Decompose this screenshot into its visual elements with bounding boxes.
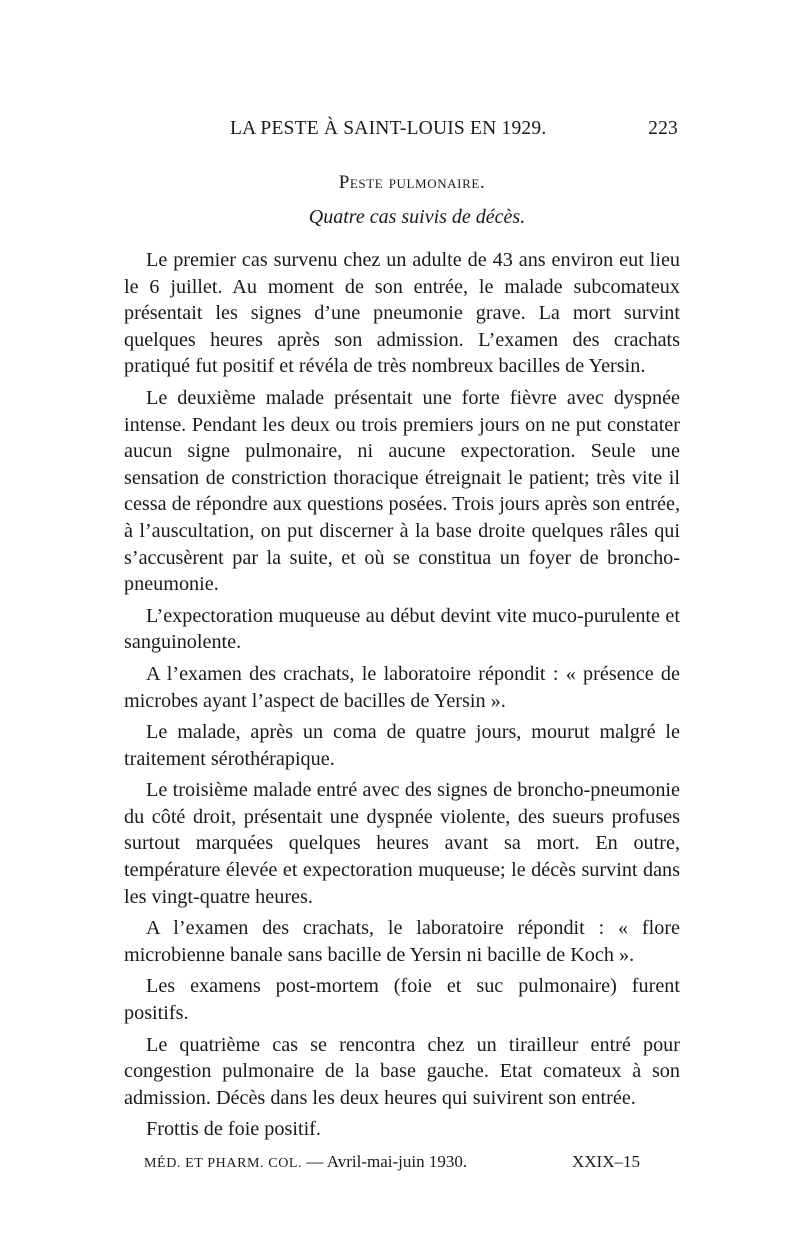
paragraph-outcome-2: Le malade, après un coma de quatre jours, mourut malgré le traitement sérothérapique. [124,721,680,770]
paragraph-case-4: Le quatrième cas se rencontra chez un tirailleur entré pour congestion pulmonaire de la base gauche. Etat comateux à son admission. Décès dans les deux heures qui suivirent son entrée. [124,1033,680,1109]
paragraph-lab-result-1: A l’examen des crachats, le laboratoire répondit : « présence de microbes ayant l’aspect de bacilles de Yersin ». [124,662,680,712]
footer-journal: MÉD. ET PHARM. COL. [144,1156,303,1171]
footer-signature: XXIX–15 [572,1152,640,1171]
page-footer [124,1148,680,1176]
page-number: 223 [648,118,678,139]
footer-citation [144,1152,467,1172]
paragraph-smear: Frottis de foie positif. [146,1118,321,1141]
footer-issue: — Avril-mai-juin 1930. [306,1152,468,1171]
paragraph-case-1: Le premier cas survenu chez un adulte de 43 ans environ eut lieu le 6 juillet. Au moment de son entrée, le malade subcomateux présentait les signes d’une pneumonie grave. La mort survint quelques heures après son admission. L’examen des crachats pratiqué fut positif et révéla de très nombreux bacilles de Yersin. [124,249,680,378]
document-page [124,110,680,1176]
running-title: LA PESTE À SAINT-LOUIS EN 1929. [230,118,547,139]
paragraph-case-3: Le troisième malade entré avec des signes de broncho-pneumonie du côté droit, présentait une dyspnée violente, des sueurs profuses surtout marquées quelques heures avant sa mort. En outre, température élevée et expectoration muqueuse; le décès survint dans les vingt-quatre heures. [124,779,680,908]
section-subheading: Quatre cas suivis de décès. [308,206,526,228]
paragraph-case-2: Le deuxième malade présentait une forte fièvre avec dyspnée intense. Pendant les deux ou trois premiers jours on ne put constater aucun signe pulmonaire, ni aucune expectoration. Seule une sensation de constriction thoracique étreignait le patient; très vite il cessa de répondre aux questions posées. Trois jours après son entrée, à l’auscultation, on put discerner à la base droite quelques râles qui s’accusèrent par la suite, et où se constitua un foyer de broncho-pneumonie. [124,386,680,596]
paragraph-post-mortem: Les examens post-mortem (foie et suc pulmonaire) furent positifs. [124,975,680,1025]
running-head [124,110,680,144]
section-heading: Peste pulmonaire. [338,172,486,193]
paragraph-lab-result-2: A l’examen des crachats, le laboratoire répondit : « flore microbienne banale sans bacille de Yersin ni bacille de Koch ». [124,917,680,966]
body-text [124,247,680,1143]
paragraph-expectoration: L’expectoration muqueuse au début devint vite muco-purulente et sanguinolente. [124,604,680,654]
